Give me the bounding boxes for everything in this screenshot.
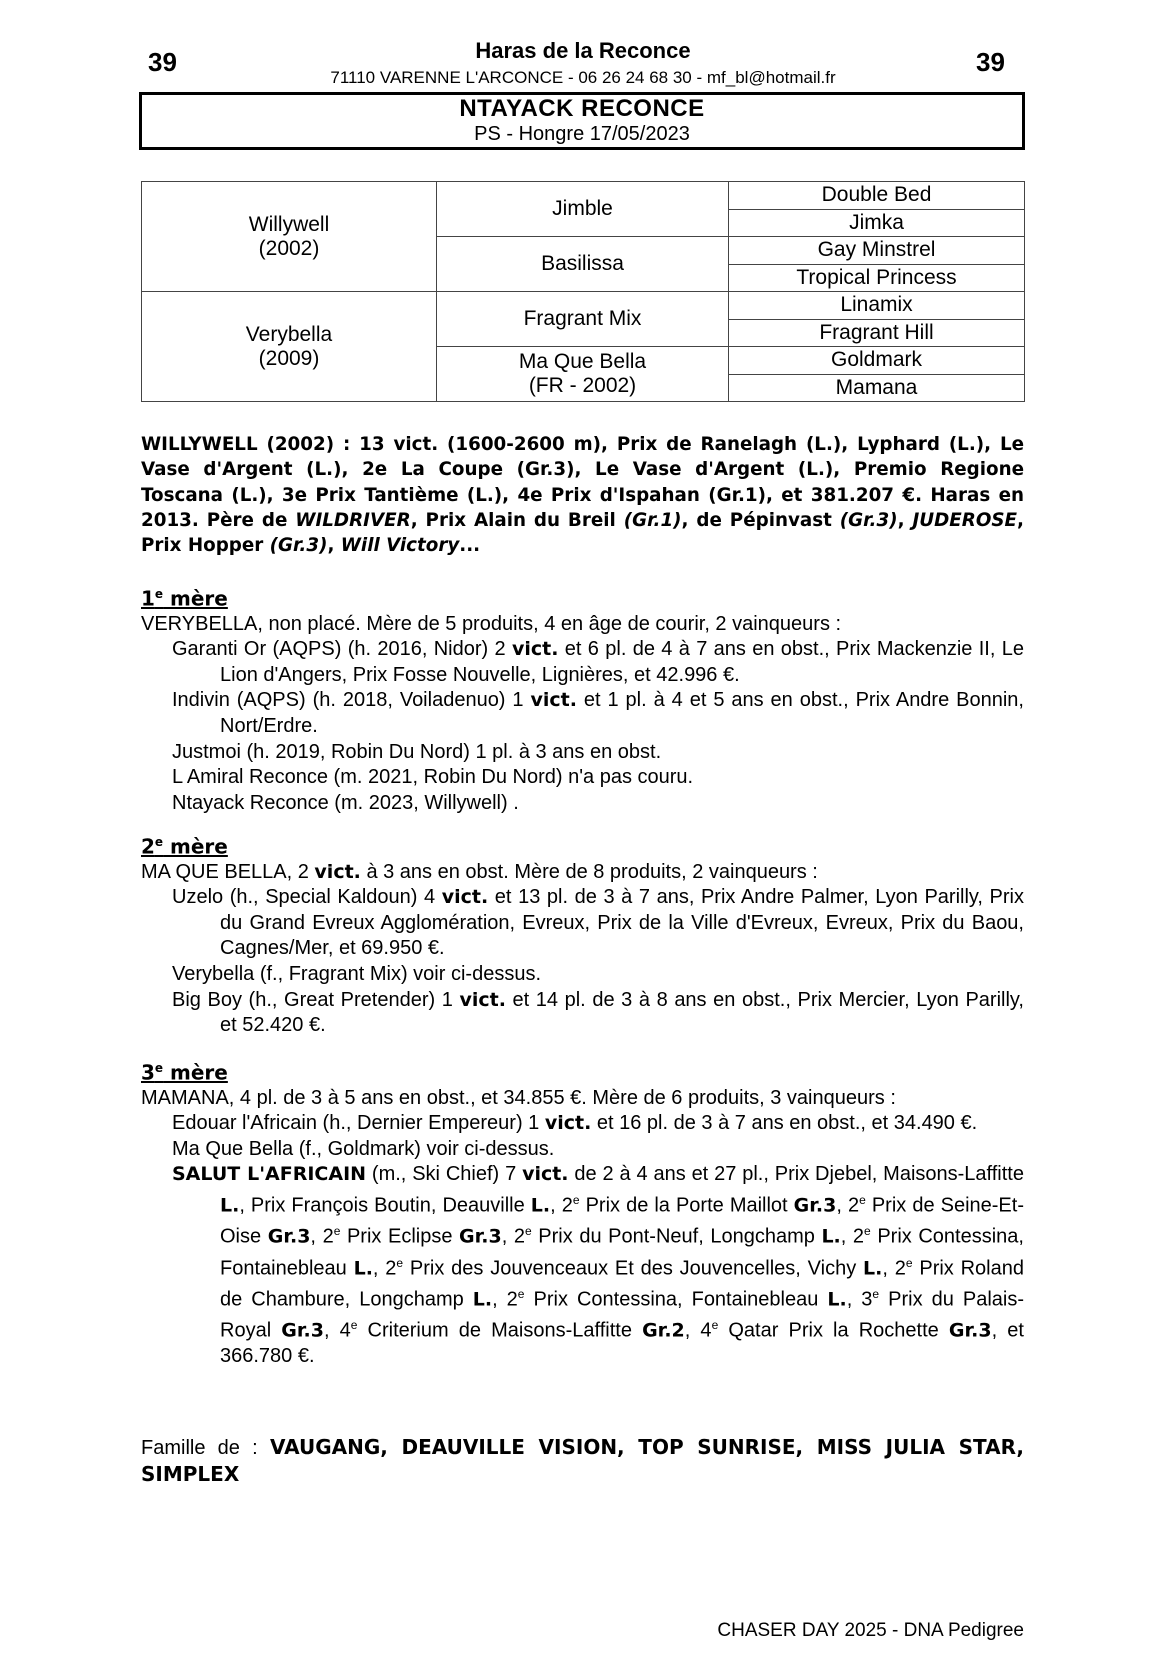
pedigree-gen3: Fragrant Hill bbox=[729, 319, 1025, 347]
dam-intro: MAMANA, 4 pl. de 3 à 5 ans en obst., et 34.855 €. Mère de 6 produits, 3 vainqueurs : bbox=[141, 1086, 896, 1109]
sire-summary: WILLYWELL (2002) : 13 vict. (1600-2600 m), Prix de Ranelagh (L.), Lyphard (L.), Le Vase d'Argent (L.), 2e La Coupe (Gr.3), Le Vase d'Argent (L.), Premio Regione Toscana (L.), 3e Prix Tantième (L.), 4e Prix d'Ispahan (Gr.1), et 381.207 €. Haras en 2013. Père de WILDRIVER, Prix Alain du Breil (Gr.1), de Pépinvast (Gr.3), JUDEROSE, Prix Hopper (Gr.3), Will Victory... bbox=[141, 434, 1024, 557]
pedigree-gen3: Mamana bbox=[729, 374, 1025, 402]
produce-item: Ma Que Bella (f., Goldmark) voir ci-dessus. bbox=[172, 1137, 555, 1160]
dam-intro: VERYBELLA, non placé. Mère de 5 produits, 4 en âge de courir, 2 vainqueurs : bbox=[141, 612, 842, 635]
produce-item: Garanti Or (AQPS) (h. 2016, Nidor) 2 vict. et 6 pl. de 4 à 7 ans en obst., Prix Mackenzie II, Le Lion d'Angers, Prix Fosse Nouvelle, Lignières, et 42.996 €. bbox=[172, 638, 1024, 686]
third-dam-section bbox=[141, 1056, 1024, 1370]
produce-item: Uzelo (h., Special Kaldoun) 4 vict. et 13 pl. de 3 à 7 ans, Prix Andre Palmer, Lyon Parilly, Prix du Grand Evreux Agglomération, Evreux, Prix de la Ville d'Evreux, Evreux, Prix du Baou, Cagnes/Mer, et 69.950 €. bbox=[172, 886, 1025, 960]
family-line: Famille de : VAUGANG, DEAUVILLE VISION, TOP SUNRISE, MISS JULIA STAR, SIMPLEX bbox=[141, 1435, 1024, 1486]
horse-title-box bbox=[139, 92, 1025, 150]
pedigree-sire: Willywell (2002) bbox=[142, 182, 437, 292]
produce-item: Indivin (AQPS) (h. 2018, Voiladenuo) 1 vict. et 1 pl. à 4 et 5 ans en obst., Prix Andre Bonnin, Nort/Erdre. bbox=[172, 689, 1024, 738]
pedigree-dam-dam: Ma Que Bella (FR - 2002) bbox=[437, 347, 729, 402]
pedigree-dam: Verybella (2009) bbox=[142, 292, 437, 402]
produce-item: Ntayack Reconce (m. 2023, Willywell) . bbox=[172, 791, 519, 814]
stud-name: Haras de la Reconce bbox=[475, 38, 691, 63]
horse-name: NTAYACK RECONCE bbox=[459, 95, 705, 122]
section-heading: 3e mère bbox=[141, 1060, 228, 1085]
pedigree-sire-sire: Jimble bbox=[437, 182, 729, 237]
section-heading: 2e mère bbox=[141, 834, 228, 859]
dam-intro: MA QUE BELLA, 2 vict. à 3 ans en obst. Mère de 8 produits, 2 vainqueurs : bbox=[141, 860, 818, 883]
produce-item: Edouar l'Africain (h., Dernier Empereur) 1 vict. et 16 pl. de 3 à 7 ans en obst., et 34.490 €. bbox=[172, 1112, 978, 1135]
produce-item: L Amiral Reconce (m. 2021, Robin Du Nord) n'a pas couru. bbox=[172, 766, 694, 789]
lot-number-right: 39 bbox=[976, 47, 1005, 77]
pedigree-gen3: Double Bed bbox=[729, 182, 1025, 210]
produce-item: SALUT L'AFRICAIN (m., Ski Chief) 7 vict. de 2 à 4 ans et 27 pl., Prix Djebel, Maisons-Laffitte L., Prix François Boutin, Deauville L., 2e Prix de la Porte Maillot Gr.3, 2e Prix de Seine-Et-Oise Gr.3, 2e Prix Eclipse Gr.3, 2e Prix du Pont-Neuf, Longchamp L., 2e Prix Contessina, Fontainebleau L., 2e Prix des Jouvenceaux Et des Jouvencelles, Vichy L., 2e Prix Roland de Chambure, Longchamp L., 2e Prix Contessina, Fontainebleau L., 3e Prix du Palais-Royal Gr.3, 4e Criterium de Maisons-Laffitte Gr.2, 4e Qatar Prix la Rochette Gr.3, et 366.780 €. bbox=[172, 1163, 1024, 1368]
stud-address: 71110 VARENNE L'ARCONCE - 06 26 24 68 30 - mf_bl@hotmail.fr bbox=[330, 68, 836, 87]
horse-details: PS - Hongre 17/05/2023 bbox=[474, 123, 690, 145]
first-dam-section bbox=[141, 582, 1024, 816]
pedigree-gen3: Gay Minstrel bbox=[729, 237, 1025, 265]
produce-item: Verybella (f., Fragrant Mix) voir ci-dessus. bbox=[172, 963, 541, 986]
pedigree-gen3: Tropical Princess bbox=[729, 264, 1025, 292]
second-dam-section bbox=[141, 830, 1024, 1039]
pedigree-table bbox=[141, 181, 1025, 402]
pedigree-sire-dam: Basilissa bbox=[437, 237, 729, 292]
pedigree-gen3: Goldmark bbox=[729, 347, 1025, 375]
produce-item: Justmoi (h. 2019, Robin Du Nord) 1 pl. à 3 ans en obst. bbox=[172, 740, 662, 763]
footer-text: CHASER DAY 2025 - DNA Pedigree bbox=[717, 1620, 1024, 1641]
pedigree-gen3: Jimka bbox=[729, 209, 1025, 237]
produce-item: Big Boy (h., Great Pretender) 1 vict. et 14 pl. de 3 à 8 ans en obst., Prix Mercier, Lyon Parilly, et 52.420 €. bbox=[172, 988, 1024, 1037]
pedigree-dam-sire: Fragrant Mix bbox=[437, 292, 729, 347]
section-heading: 1e mère bbox=[141, 586, 228, 611]
pedigree-gen3: Linamix bbox=[729, 292, 1025, 320]
lot-number-left: 39 bbox=[148, 47, 177, 77]
